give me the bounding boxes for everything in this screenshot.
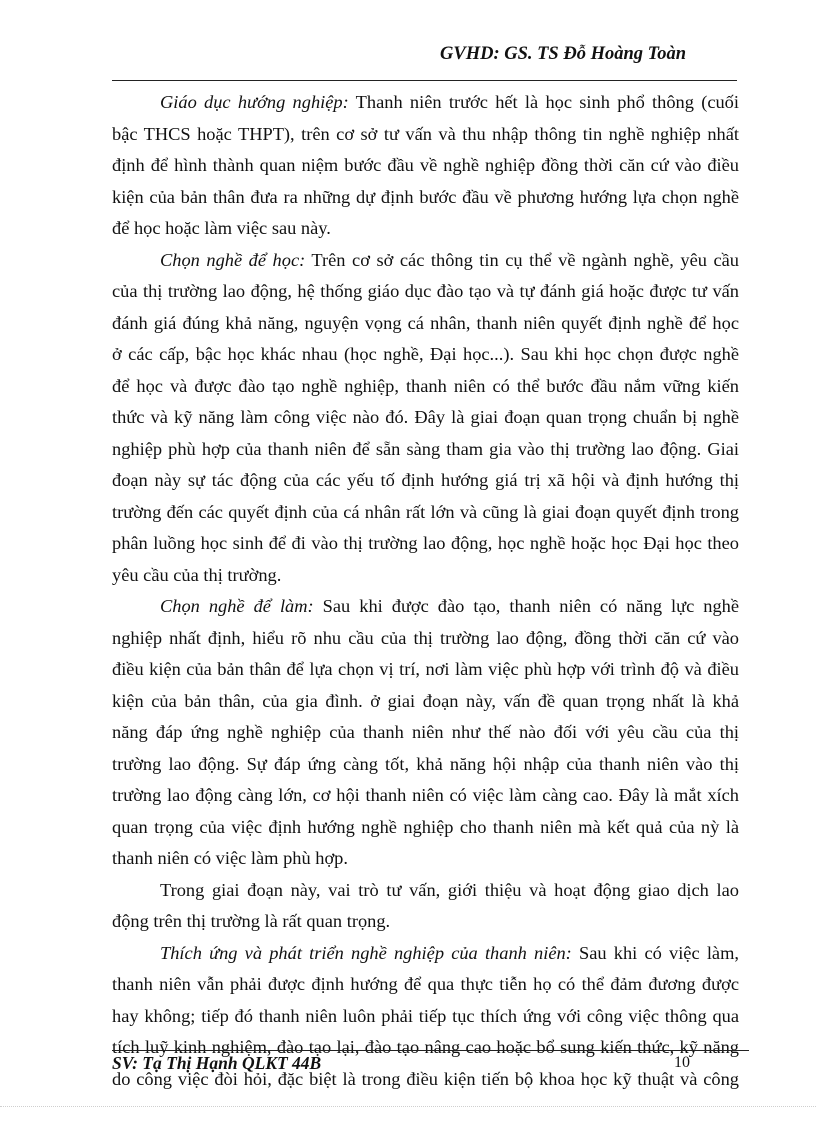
text-line: năng đáp ứng nghề nghiệp của thanh niên như thế nào đối với yêu cầu của thị xyxy=(112,722,739,742)
text-line: của thị trường lao động, hệ thống giáo dục đào tạo và tự đánh giá hoặc được tư vấn xyxy=(112,281,739,301)
text-line: động trên thị trường là rất quan trọng. xyxy=(112,911,391,931)
text-line xyxy=(112,87,739,119)
text-line: quan trọng của việc định hướng nghề nghiệp cho thanh niên mà kết quả của nỳ là xyxy=(112,816,739,837)
text-line: trường đến các quyết định của cá nhân rất lớn và cũng là giai đoạn quyết định trong xyxy=(112,501,739,522)
text-line: để học hoặc làm việc sau này. xyxy=(112,218,331,238)
footer-text: SV: Tạ Thị Hạnh QLKT 44B xyxy=(112,1053,322,1073)
footer-rule xyxy=(112,1050,749,1051)
text-line: do công việc đòi hỏi, đặc biệt là trong điều kiện tiến bộ khoa học kỹ thuật và công xyxy=(112,1068,739,1089)
text-line: thanh niên có việc làm phù hợp. xyxy=(112,848,348,868)
text-line: bậc THCS hoặc THPT), trên cơ sở tư vấn và thu nhập thông tin nghề nghiệp nhất xyxy=(112,123,739,144)
page-bottom-divider xyxy=(0,1106,816,1107)
line-text: Trên cơ sở các thông tin cụ thể về ngành nghề, yêu cầu xyxy=(305,249,739,270)
text-line: đánh giá đúng khả năng, nguyện vọng cá nhân, thanh niên quyết định nghề để học xyxy=(112,312,739,333)
line-text: Thanh niên trước hết là học sinh phổ thông (cuối xyxy=(348,92,739,112)
text-line xyxy=(112,245,739,277)
text-line xyxy=(112,938,739,970)
line-text: Sau khi có việc làm, xyxy=(571,942,739,963)
header-text: GVHD: GS. TS Đỗ Hoàng Toàn xyxy=(440,44,687,64)
text-line: kiện của bản thân đưa ra những dự định bước đầu về phương hướng lựa chọn nghề xyxy=(112,186,739,207)
text-line: tích luỹ kinh nghiệm, đào tạo lại, đào tạo nâng cao hoặc bổ sung kiến thức, kỹ năng xyxy=(112,1037,739,1057)
text-line: để học và được đào tạo nghề nghiệp, thanh niên có thể bước đầu nắm vững kiến xyxy=(112,375,739,396)
text-line: ở các cấp, bậc học khác nhau (học nghề, Đại học...). Sau khi học chọn được nghề xyxy=(112,344,739,364)
header-rule xyxy=(112,80,737,81)
text-line: kiện của bản thân, của gia đình. ở giai đoạn này, vấn đề quan trọng nhất là khả xyxy=(112,690,739,711)
page-number: 10 xyxy=(674,1054,690,1071)
text-line: nghiệp nhất định, hiểu rõ nhu cầu của thị trường lao động, đồng thời căn cứ vào xyxy=(112,627,739,648)
paragraph-lead: Giáo dục hướng nghiệp: xyxy=(160,92,349,112)
text-line: nghiệp phù hợp của thanh niên để sẵn sàng tham gia vào thị trường lao động. Giai xyxy=(112,438,739,459)
text-line: thức và kỹ năng làm công việc nào đó. Đây là giai đoạn quan trọng chuẩn bị nghề xyxy=(112,407,739,427)
text-line: đoạn này sự tác động của các yếu tố định hướng giá trị xã hội và định hướng thị xyxy=(112,470,739,490)
text-line: Trong giai đoạn này, vai trò tư vấn, giới thiệu và hoạt động giao dịch lao xyxy=(160,879,739,900)
paragraph-lead: Chọn nghề để làm: xyxy=(160,596,314,616)
text-line: định để hình thành quan niệm bước đầu về nghề nghiệp đồng thời căn cứ vào điều xyxy=(112,155,739,175)
text-line: điều kiện của bản thân để lựa chọn vị trí, nơi làm việc phù hợp với trình độ và điều xyxy=(112,659,739,679)
paragraph-lead: Thích ứng và phát triển nghề nghiệp của thanh niên: xyxy=(160,942,572,963)
text-line: yêu cầu của thị trường. xyxy=(112,564,282,585)
line-text: Sau khi được đào tạo, thanh niên có năng lực nghề xyxy=(313,596,739,616)
paragraph-lead: Chọn nghề để học: xyxy=(160,249,306,270)
text-line xyxy=(112,591,739,623)
text-line: trường lao động càng lớn, cơ hội thanh niên có việc làm càng cao. Đây là mắt xích xyxy=(112,785,739,805)
text-line: trường lao động. Sự đáp ứng càng tốt, khả năng hội nhập của thanh niên vào thị xyxy=(112,753,739,774)
text-line: thanh niên vẫn phải được định hướng để qua thực tiễn họ có thể đảm đương được xyxy=(112,974,739,994)
body-text xyxy=(112,87,739,1095)
text-line: hay không; tiếp đó thanh niên luôn phải tiếp tục thích ứng với công việc thông qua xyxy=(112,1005,739,1026)
text-line: phân luồng học sinh để đi vào thị trường lao động, học nghề hoặc học Đại học theo xyxy=(112,533,739,553)
